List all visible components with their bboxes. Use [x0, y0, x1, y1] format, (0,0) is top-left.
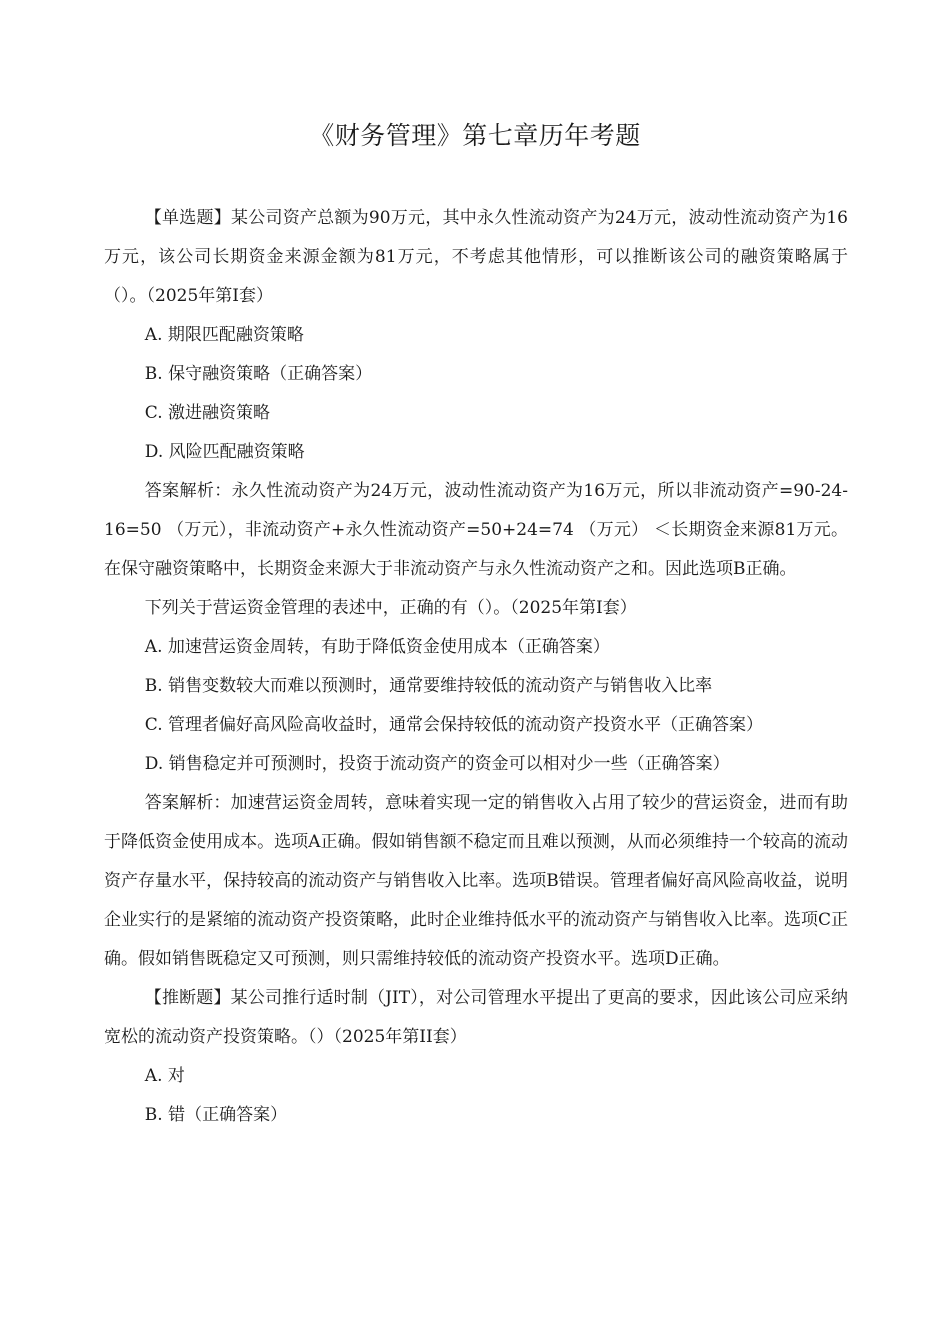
question-3-stem: 【推断题】某公司推行适时制（JIT），对公司管理水平提出了更高的要求，因此该公司应采纳宽松的流动资产投资策略。（）（2025年第II套）	[104, 988, 848, 1047]
question-2-stem: 下列关于营运资金管理的表述中，正确的有（）。（2025年第I套）	[144, 598, 637, 618]
question-2-analysis: 答案解析：加速营运资金周转，意味着实现一定的销售收入占用了较少的营运资金，进而有助于降低资金使用成本。选项A正确。假如销售额不稳定而且难以预测，从而必须维持一个较高的流动资产存量水平，保持较高的流动资产与销售收入比率。选项B错误。管理者偏好高风险高收益，说明企业实行的是紧缩的流动资产投资策略，此时企业维持低水平的流动资产与销售收入比率。选项C正确。假如销售既稳定又可预测，则只需维持较低的流动资产投资水平。选项D正确。	[104, 793, 849, 969]
question-2-option-d: D. 销售稳定并可预测时，投资于流动资产的资金可以相对少一些（正确答案）	[144, 754, 730, 774]
question-1-stem: 【单选题】某公司资产总额为90万元，其中永久性流动资产为24万元，波动性流动资产为16万元，该公司长期资金来源金额为81万元，不考虑其他情形，可以推断该公司的融资策略属于（）。（2025年第I套）	[104, 208, 848, 306]
question-1-option-c: C. 激进融资策略	[144, 403, 271, 423]
question-2-option-b: B. 销售变数较大而难以预测时，通常要维持较低的流动资产与销售收入比率	[144, 676, 713, 696]
question-1-option-a: A. 期限匹配融资策略	[144, 325, 304, 345]
question-3-option-a: A. 对	[144, 1066, 185, 1086]
question-2-option-c: C. 管理者偏好高风险高收益时，通常会保持较低的流动资产投资水平（正确答案）	[144, 715, 764, 735]
question-1-option-d: D. 风险匹配融资策略	[144, 442, 305, 462]
page-title: 《财务管理》第七章历年考题	[309, 121, 641, 150]
question-2-option-a: A. 加速营运资金周转，有助于降低资金使用成本（正确答案）	[144, 637, 610, 657]
document-body	[104, 199, 848, 1135]
question-1-option-b: B. 保守融资策略（正确答案）	[144, 364, 373, 384]
question-1-analysis: 答案解析：永久性流动资产为24万元，波动性流动资产为16万元，所以非流动资产=90-24-16=50 （万元），非流动资产+永久性流动资产=50+24=74 （万元） ＜长期资金来源81万元。在保守融资策略中，长期资金来源大于非流动资产与永久性流动资产之和。因此选项B正确。	[104, 481, 848, 579]
question-3-option-b: B. 错（正确答案）	[144, 1105, 288, 1125]
